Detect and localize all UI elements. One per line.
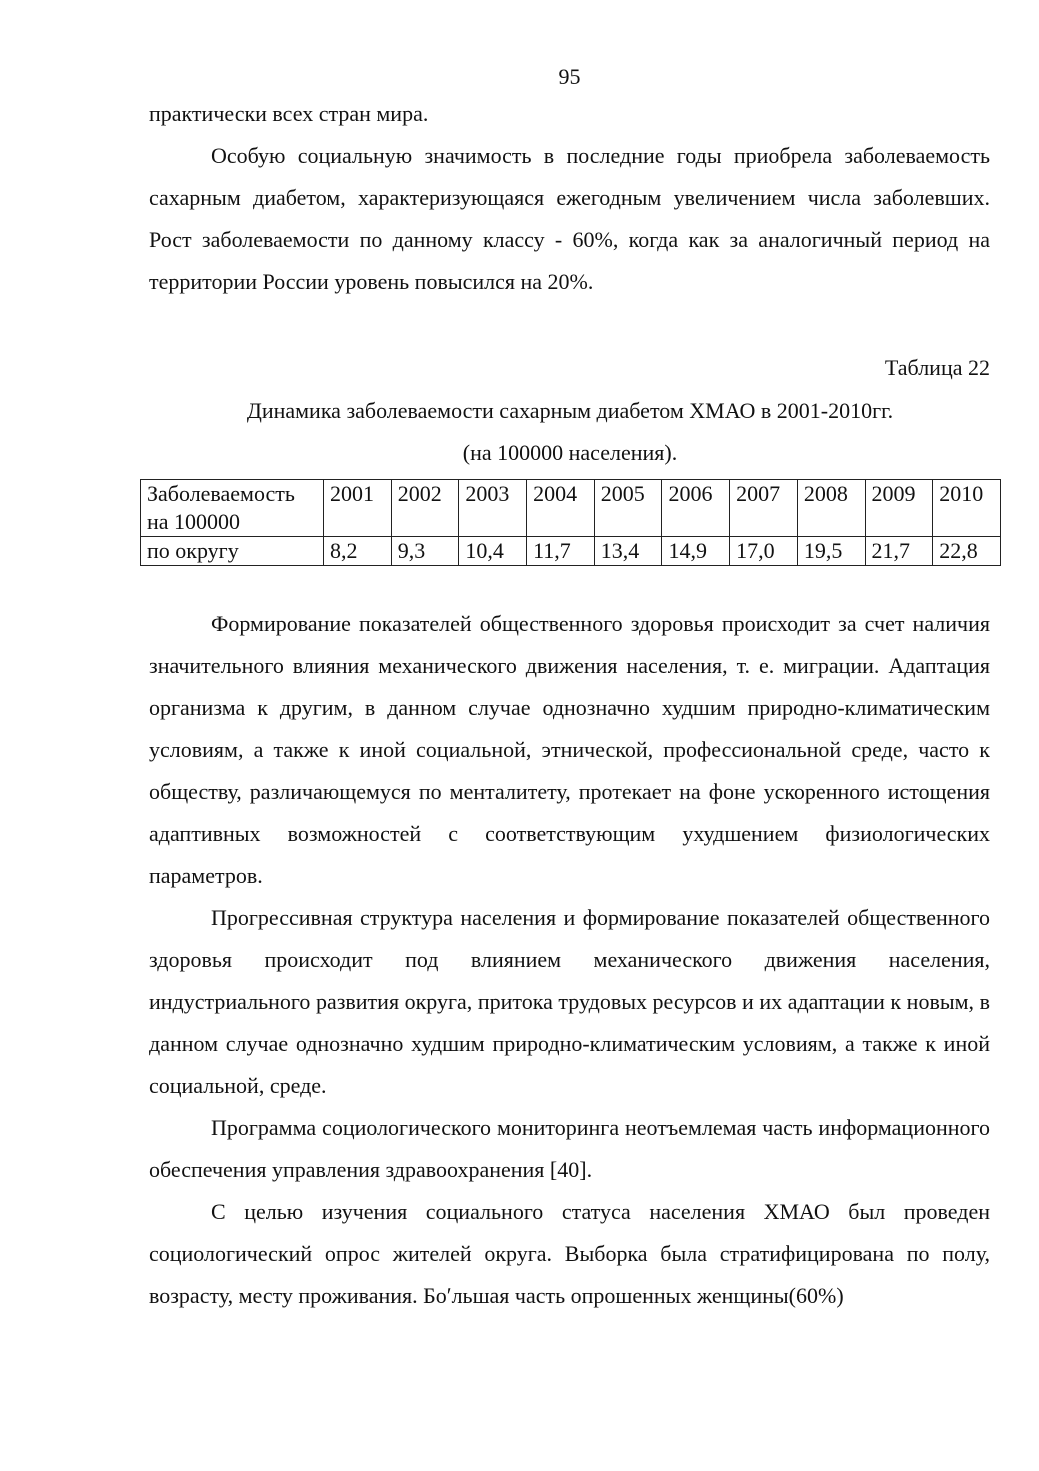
table-year-cell: 2001 [324, 480, 392, 537]
text-block-top [149, 93, 990, 303]
table-year-cell: 2009 [865, 480, 933, 537]
paragraph: С целью изучения социального статуса населения ХМАО был проведен социологический опрос жителей округа. Выборка была стратифицирована по полу, возрасту, месту проживания. Боʹльшая часть опрошенных женщины(60%) [149, 1199, 990, 1308]
table-year-cell: 2002 [391, 480, 459, 537]
table-value-cell: 19,5 [797, 537, 865, 566]
table-row-label: по округу [141, 537, 324, 566]
table-header-row [141, 480, 1001, 537]
table-title: Динамика заболеваемости сахарным диабетом ХМАО в 2001-2010гг. [246, 398, 894, 423]
incidence-table [140, 479, 1001, 566]
table-year-cell: 2008 [797, 480, 865, 537]
table-subtitle: (на 100000 населения). [462, 440, 678, 465]
table-label: Таблица 22 [884, 355, 990, 380]
table-value-cell: 21,7 [865, 537, 933, 566]
table-value-cell: 13,4 [594, 537, 662, 566]
page-number: 95 [558, 64, 581, 89]
paragraph: Формирование показателей общественного здоровья происходит за счет наличия значительного влияния механического движения населения, т. е. миграции. Адаптация организма к другим, в данном случае однозначно худшим природно-климатическим условиям, а также к иной социальной, этнической, профессиональной среде, часто к обществу, различающемуся по менталитету, протекает на фоне ускоренного истощения адаптивных возможностей с соответствующим ухудшением физиологических параметров. [149, 611, 990, 888]
table-value-cell: 22,8 [933, 537, 1001, 566]
table-year-cell: 2006 [662, 480, 730, 537]
table-header-label: Заболеваемость на 100000 [141, 480, 324, 537]
table-value-cell: 11,7 [527, 537, 595, 566]
table-year-cell: 2004 [527, 480, 595, 537]
table-value-cell: 17,0 [730, 537, 798, 566]
paragraph: Программа социологического мониторинга неотъемлемая часть информационного обеспечения управления здравоохранения [40]. [149, 1115, 990, 1182]
text-block-bottom [149, 603, 990, 1317]
paragraph: практически всех стран мира. [149, 101, 429, 126]
table-row [141, 537, 1001, 566]
table-year-cell: 2005 [594, 480, 662, 537]
table-value-cell: 14,9 [662, 537, 730, 566]
table-value-cell: 9,3 [391, 537, 459, 566]
paragraph: Прогрессивная структура населения и формирование показателей общественного здоровья происходит под влиянием механического движения населения, индустриального развития округа, притока трудовых ресурсов и их адаптации к новым, в данном случае однозначно худшим природно-климатическим условиям, а также к иной социальной, среде. [149, 905, 990, 1098]
table-year-cell: 2010 [933, 480, 1001, 537]
table-value-cell: 10,4 [459, 537, 527, 566]
table-value-cell: 8,2 [324, 537, 392, 566]
paragraph: Особую социальную значимость в последние годы приобрела заболеваемость сахарным диабетом, характеризующаяся ежегодным увеличением числа заболевших. Рост заболеваемости по данному классу - 60%, когда как за аналогичный период на территории России уровень повысился на 20%. [149, 143, 990, 294]
table-year-cell: 2003 [459, 480, 527, 537]
table-year-cell: 2007 [730, 480, 798, 537]
